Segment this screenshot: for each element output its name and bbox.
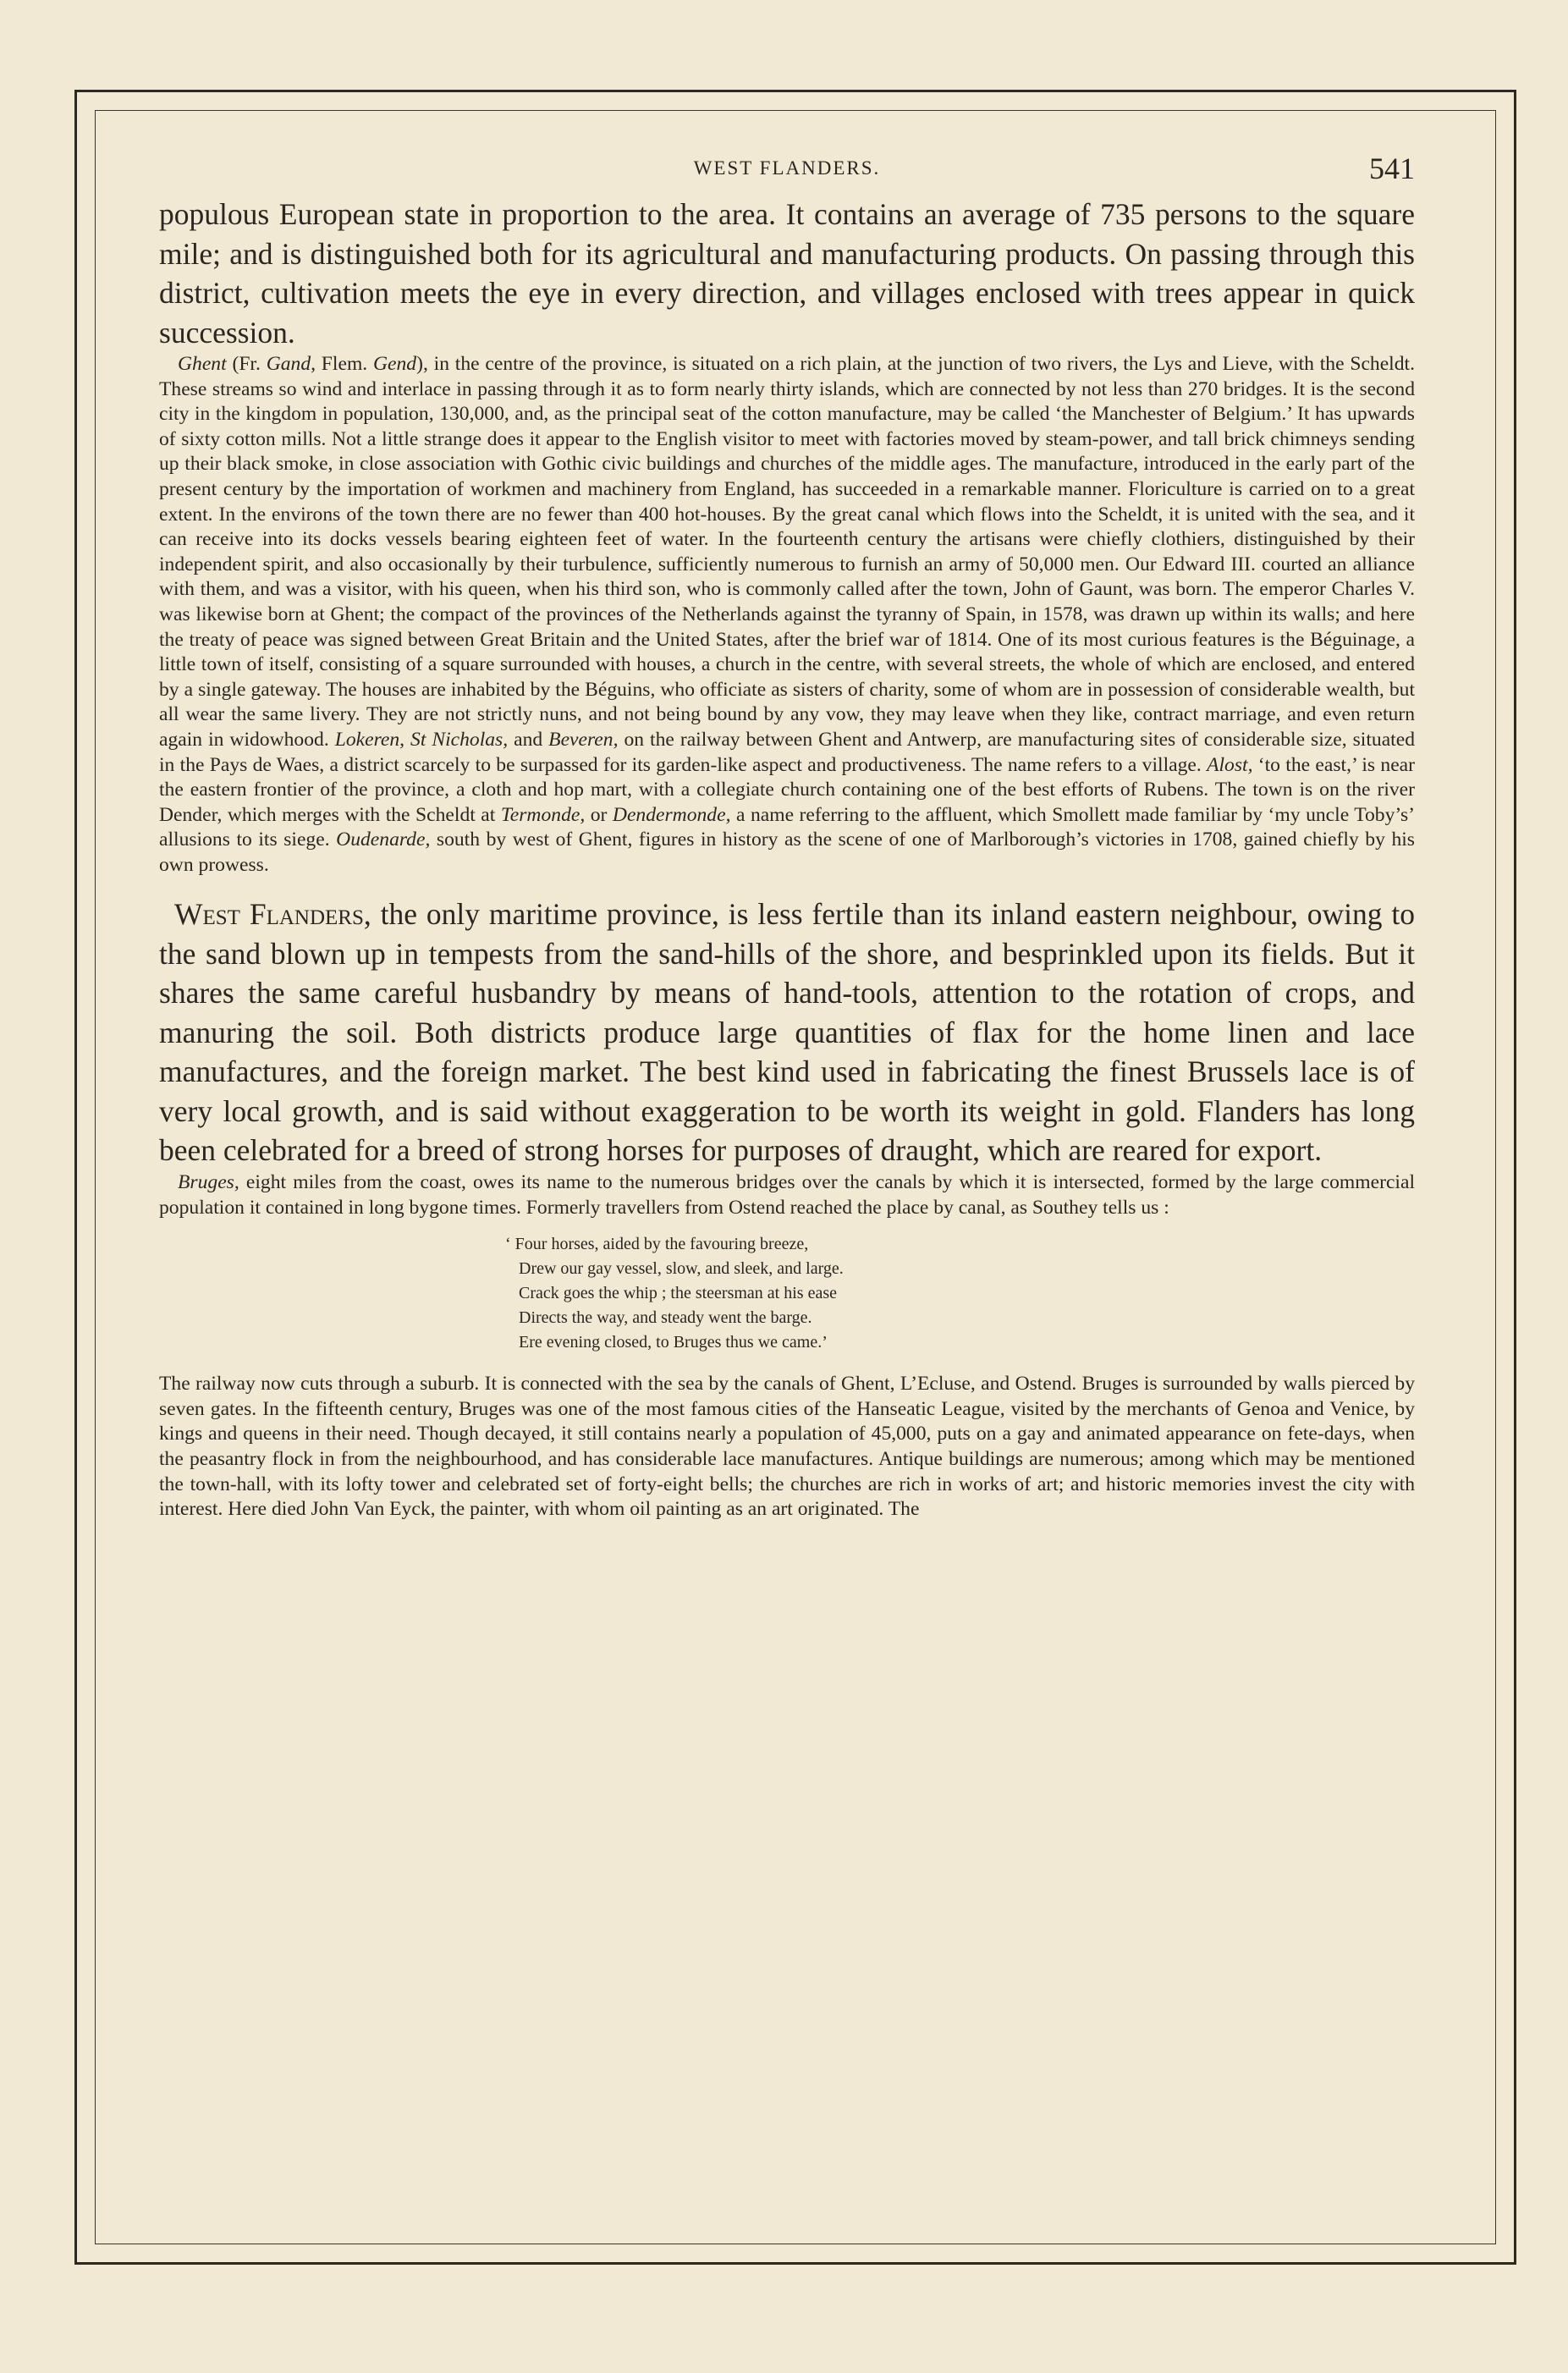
bruges-paragraph: Bruges, eight miles from the coast, owes its name to the numerous bridges over the canals by which it is intersected, formed by the large commercial population it contained in long bygone times. Formerly travellers from Ostend reached the place by canal, as Southey tells us : [159,1170,1415,1219]
intro-paragraph: populous European state in proportion to the area. It contains an average of 735 persons to the square mile; and is distinguished both for its agricultural and manufacturing products. On passing through this district, cultivation meets the eye in every direction, and villages enclosed with trees appear in quick succession. [159,197,1415,350]
section-lead-west-flanders: West Flanders, [174,897,371,932]
poem-line: ‘ Four horses, aided by the favouring breeze, [505,1235,809,1254]
running-head [159,151,1415,195]
poem-line: Directs the way, and steady went the barge. [519,1308,812,1328]
poem-quote [505,1232,1415,1355]
poem-line: Crack goes the whip ; the steersman at his ease [519,1284,837,1303]
place-bruges: Bruges, [178,1170,239,1193]
ghent-paragraph: Ghent (Fr. Gand, Flem. Gend), in the centre of the province, is situated on a rich plain, at the junction of two rivers, the Lys and Lieve, with the Scheldt. These streams so wind and interlace in passing through it as to form nearly thirty islands, which are connected by not less than 270 bridges. It is the second city in the kingdom in population, 130,000, and, as the principal seat of the cotton manufacture, may be called ‘the Manchester of Belgium.’ It has upwards of sixty cotton mills. Not a little strange does it appear to the English visitor to meet with factories moved by steam-power, and tall brick chimneys sending up their black smoke, in close association with Gothic civic buildings and churches of the middle ages. The manufacture, introduced in the early part of the present century by the importation of workmen and machinery from England, has succeeded in a remarkable manner. Floriculture is carried on to a great extent. In the environs of the town there are no fewer than 400 hot-houses. By the great canal which flows into the Scheldt, it is united with the sea, and it can receive into its docks vessels bearing eighteen feet of water. In the fourteenth century the artisans were chiefly clothiers, distinguished by their independent spirit, and also occasionally by their turbulence, sufficiently numerous to furnish an army of 50,000 men. Our Edward III. courted an alliance with them, and was a visitor, with his queen, when his third son, who is commonly called after the town, John of Gaunt, was born. The emperor Charles V. was likewise born at Ghent; the compact of the provinces of the Netherlands against the tyranny of Spain, in 1578, was drawn up within its walls; and here the treaty of peace was signed between Great Britain and the United States, after the brief war of 1814. One of its most curious features is the Béguinage, a little town of itself, consisting of a square surrounded with houses, a church in the centre, with several streets, the whole of which are enclosed, and entered by a single gateway. The houses are inhabited by the Béguins, who officiate as sisters of charity, some of whom are in possession of considerable wealth, but all wear the same livery. They are not strictly nuns, and not being bound by any vow, they may leave when they like, contract marriage, and even return again in widowhood. Lokeren, St Nicholas, and Beveren, on the railway between Ghent and Antwerp, are manufacturing sites of considerable size, situated in the Pays de Waes, a district scarcely to be surpassed for its garden-like aspect and productiveness. The name refers to a village. Alost, ‘to the east,’ is near the eastern frontier of the province, a cloth and hop mart, with a collegiate church containing one of the best efforts of Rubens. The town is on the river Dender, which merges with the Scheldt at Termonde, or Dendermonde, a name referring to the affluent, which Smollett made familiar by ‘my uncle Toby’s’ allusions to its siege. Oudenarde, south by west of Ghent, figures in history as the scene of one of Marlborough’s victories in 1708, gained chiefly by his own prowess. [159,353,1415,876]
running-title: WEST FLANDERS. [693,157,881,179]
page-number: 541 [1369,151,1415,185]
place-ghent: Ghent [178,353,227,375]
poem-line: Drew our gay vessel, slow, and sleek, and large. [519,1259,844,1279]
poem-line: Ere evening closed, to Bruges thus we came.’ [519,1333,828,1352]
west-flanders-paragraph: West Flanders, the only maritime province, is less fertile than its inland eastern neighbour, owing to the sand blown up in tempests from the sand-hills of the shore, and besprinkled upon its fields. But it shares the same careful husbandry by means of hand-tools, attention to the rotation of crops, and manuring the soil. Both districts produce large quantities of flax for the home linen and lace manufactures, and the foreign market. The best kind used in fabricating the finest Brussels lace is of very local growth, and is said without exaggeration to be worth its weight in gold. Flanders has long been celebrated for a breed of strong horses for purposes of draught, which are reared for export. [159,897,1415,1168]
page-content [159,151,1415,1522]
final-paragraph: The railway now cuts through a suburb. It is connected with the sea by the canals of Ghent, L’Ecluse, and Ostend. Bruges is surrounded by walls pierced by seven gates. In the fifteenth century, Bruges was one of the most famous cities of the Hanseatic League, visited by the merchants of Genoa and Venice, by kings and queens in their need. Though decayed, it still contains nearly a population of 45,000, puts on a gay and animated appearance on fete-days, when the peasantry flock in from the neighbourhood, and has considerable lace manufactures. Antique buildings are numerous; among which may be mentioned the town-hall, with its lofty tower and celebrated set of forty-eight bells; the churches are rich in works of art; and historic memories invest the city with interest. Here died John Van Eyck, the painter, with whom oil painting as an art originated. The [159,1373,1415,1521]
